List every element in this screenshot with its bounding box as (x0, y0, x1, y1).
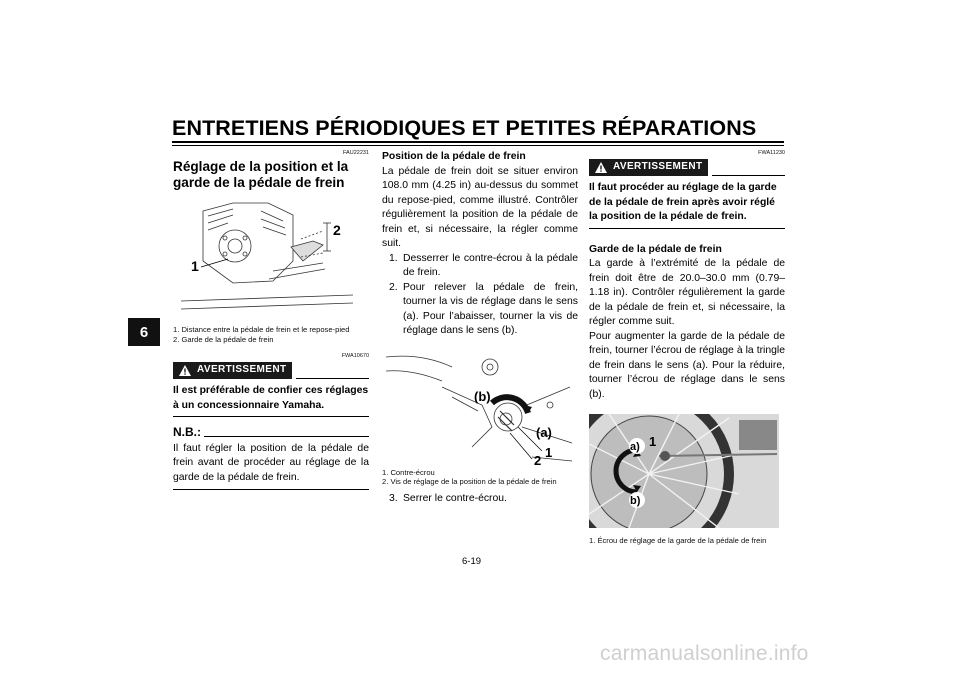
figure-caption (173, 325, 369, 344)
warning-badge (589, 159, 708, 176)
callout-1: 1 (191, 258, 199, 274)
header-rule-thick (172, 141, 784, 143)
caption-item: 1. Distance entre la pédale de frein et le repose-pied (173, 325, 350, 334)
warning-text: Il faut procéder au réglage de la garde de la pédale de frein après avoir réglé la position de la pédale de frein. (589, 181, 785, 229)
callout-1: 1 (545, 444, 553, 460)
warning-header (173, 362, 369, 379)
section-code: FAU22231 (343, 150, 369, 156)
note-label: N.B.: (173, 425, 201, 439)
callout-1: 1 (649, 434, 657, 449)
note-text: Il faut régler la position de la pédale de frein avant de procéder au réglage de la garde de la pédale de frein. (173, 442, 369, 491)
callout-a: a) (630, 441, 640, 453)
step-number: 1. (389, 252, 398, 264)
step-text: Desserrer le contre-écrou à la pédale de frein. (403, 252, 578, 278)
step-text: Pour relever la pédale de frein, tourner la vis de réglage dans le sens (a). Pour l’abaisser, tourner la vis de réglage dans le sens (b). (403, 281, 578, 336)
step-text: Serrer le contre-écrou. (403, 492, 507, 504)
warning-text: Il est préférable de confier ces réglages à un concessionnaire Yamaha. (173, 384, 369, 417)
figure-pedal-overview (173, 201, 369, 319)
step-item (382, 252, 578, 281)
callout-b: b) (630, 495, 641, 507)
step-item (382, 281, 578, 339)
warning-badge (173, 362, 292, 379)
warning-triangle-icon (179, 365, 191, 376)
header-rule-thin (172, 145, 784, 146)
figure-caption (589, 536, 785, 546)
column-middle (382, 150, 578, 506)
step-number: 2. (389, 281, 398, 293)
step-item (382, 492, 578, 507)
callout-2: 2 (333, 222, 341, 238)
figure-adjuster (382, 347, 578, 465)
warning-triangle-icon (595, 162, 607, 173)
steps-list (382, 252, 578, 339)
subsection-title: Position de la pédale de frein (382, 151, 526, 162)
figure-caption (382, 468, 578, 487)
caption-item: 2. Garde de la pédale de frein (173, 334, 274, 344)
warning-rule (296, 378, 369, 379)
watermark: carmanualsonline.info (600, 642, 809, 665)
paragraph: La garde à l’extrémité de la pédale de frein doit être de 20.0–30.0 mm (0.79–1.18 in). Contrôler régulièrement la garde de la pédale de frein et, si nécessaire, la régler comme suit. (589, 258, 785, 327)
chapter-tab: 6 (128, 318, 160, 346)
note-header (173, 425, 369, 440)
callout-b: (b) (474, 388, 491, 404)
paragraph: Pour augmenter la garde de la pédale de frein, tourner l’écrou de réglage à la tringle de frein dans le sens (a). Pour la réduire, tourner l’écrou de réglage dans le sens (b). (589, 330, 785, 400)
figure-rear-brake (589, 414, 779, 528)
column-left (173, 150, 369, 490)
warning-header (589, 159, 785, 176)
warning-code: FWA11230 (758, 150, 785, 156)
section-title: Réglage de la position et la garde de la pédale de frein (173, 159, 349, 190)
caption-item: 1. Contre-écrou (382, 467, 435, 477)
note-rule (204, 436, 369, 437)
warning-rule (712, 175, 785, 176)
warning-code: FWA10670 (341, 353, 369, 359)
engine-pedal-illustration (173, 201, 369, 319)
column-right (589, 150, 785, 546)
page-title: ENTRETIENS PÉRIODIQUES ET PETITES RÉPARATIONS (172, 116, 757, 140)
caption-item: 2. Vis de réglage de la position de la pédale de frein (382, 477, 557, 486)
warning-label: AVERTISSEMENT (613, 161, 703, 173)
caption-item: 1. Écrou de réglage de la garde de la pédale de frein (589, 536, 767, 545)
adjuster-illustration (382, 347, 578, 465)
subsection-title: Garde de la pédale de frein (589, 243, 722, 255)
callout-a: (a) (536, 424, 552, 440)
intro-paragraph: La pédale de frein doit se situer environ 108.0 mm (4.25 in) au-dessus du sommet du repose-pied, comme illustré. Contrôler régulièrement la position de la pédale de frein et, si nécessaire, la régler comme suit. (382, 165, 578, 249)
step-number: 3. (389, 492, 398, 504)
warning-label: AVERTISSEMENT (197, 364, 287, 376)
callout-2: 2 (534, 452, 542, 465)
steps-list-continued (382, 492, 578, 507)
page-number: 6-19 (462, 556, 482, 567)
rear-brake-photo (589, 414, 779, 528)
page-header (172, 116, 784, 146)
